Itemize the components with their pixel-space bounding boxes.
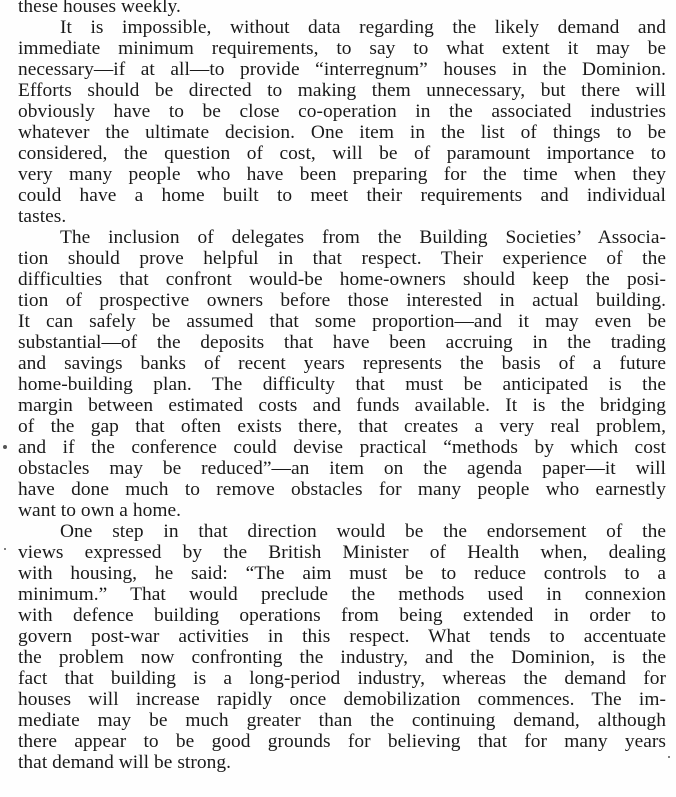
text-line: Efforts should be directed to making them unnecessary, but there will <box>18 80 666 101</box>
text-line: obstacles may be reduced”—an item on the agenda paper—it will <box>18 458 666 479</box>
text-line: tastes. <box>18 206 67 227</box>
text-line: immediate minimum requirements, to say to what extent it may be <box>18 38 666 59</box>
text-line: there appear to be good grounds for believing that for many years <box>18 731 666 752</box>
text-line: these houses weekly. <box>18 0 181 17</box>
scan-speck <box>668 756 670 758</box>
text-line: fact that building is a long-period industry, whereas the demand for <box>18 668 666 689</box>
text-line: with housing, he said: “The aim must be to reduce controls to a <box>18 563 666 584</box>
scan-speck <box>4 548 6 550</box>
text-line: that demand will be strong. <box>18 752 231 773</box>
text-line: It can safely be assumed that some proportion—and it may even be <box>18 311 666 332</box>
text-line: whatever the ultimate decision. One item in the list of things to be <box>18 122 666 143</box>
text-line: mediate may be much greater than the continuing demand, although <box>18 710 666 731</box>
text-line: One step in that direction would be the endorsement of the <box>60 521 666 542</box>
text-line: It is impossible, without data regarding the likely demand and <box>60 17 666 38</box>
text-line: could have a home built to meet their requirements and individual <box>18 185 666 206</box>
text-line: obviously have to be close co-operation in the associated industries <box>18 101 666 122</box>
text-line: and if the conference could devise practical “methods by which cost <box>18 437 666 458</box>
text-line: of the gap that often exists there, that creates a very real problem, <box>18 416 666 437</box>
text-line: substantial—of the deposits that have been accruing in the trading <box>18 332 666 353</box>
text-line: considered, the question of cost, will be of paramount importance to <box>18 143 666 164</box>
text-line: views expressed by the British Minister of Health when, dealing <box>18 542 666 563</box>
text-line: minimum.” That would preclude the methods used in connexion <box>18 584 666 605</box>
text-line: home-building plan. The difficulty that must be anticipated is the <box>18 374 666 395</box>
text-line: The inclusion of delegates from the Building Societies’ Associa- <box>60 227 666 248</box>
text-line: the problem now confronting the industry, and the Dominion, is the <box>18 647 666 668</box>
text-line: have done much to remove obstacles for many people who earnestly <box>18 479 666 500</box>
text-line: and savings banks of recent years represents the basis of a future <box>18 353 666 374</box>
text-line: houses will increase rapidly once demobilization commences. The im- <box>18 689 666 710</box>
scan-speck <box>3 445 7 449</box>
text-line: govern post-war activities in this respect. What tends to accentuate <box>18 626 666 647</box>
text-line: with defence building operations from being extended in order to <box>18 605 666 626</box>
text-line: necessary—if at all—to provide “interregnum” houses in the Dominion. <box>18 59 666 80</box>
text-line: tion of prospective owners before those interested in actual building. <box>18 290 666 311</box>
text-line: very many people who have been preparing for the time when they <box>18 164 666 185</box>
text-line: want to own a home. <box>18 500 182 521</box>
text-line: margin between estimated costs and funds available. It is the bridging <box>18 395 666 416</box>
text-line: tion should prove helpful in that respect. Their experience of the <box>18 248 666 269</box>
text-line: difficulties that confront would-be home-owners should keep the posi- <box>18 269 666 290</box>
